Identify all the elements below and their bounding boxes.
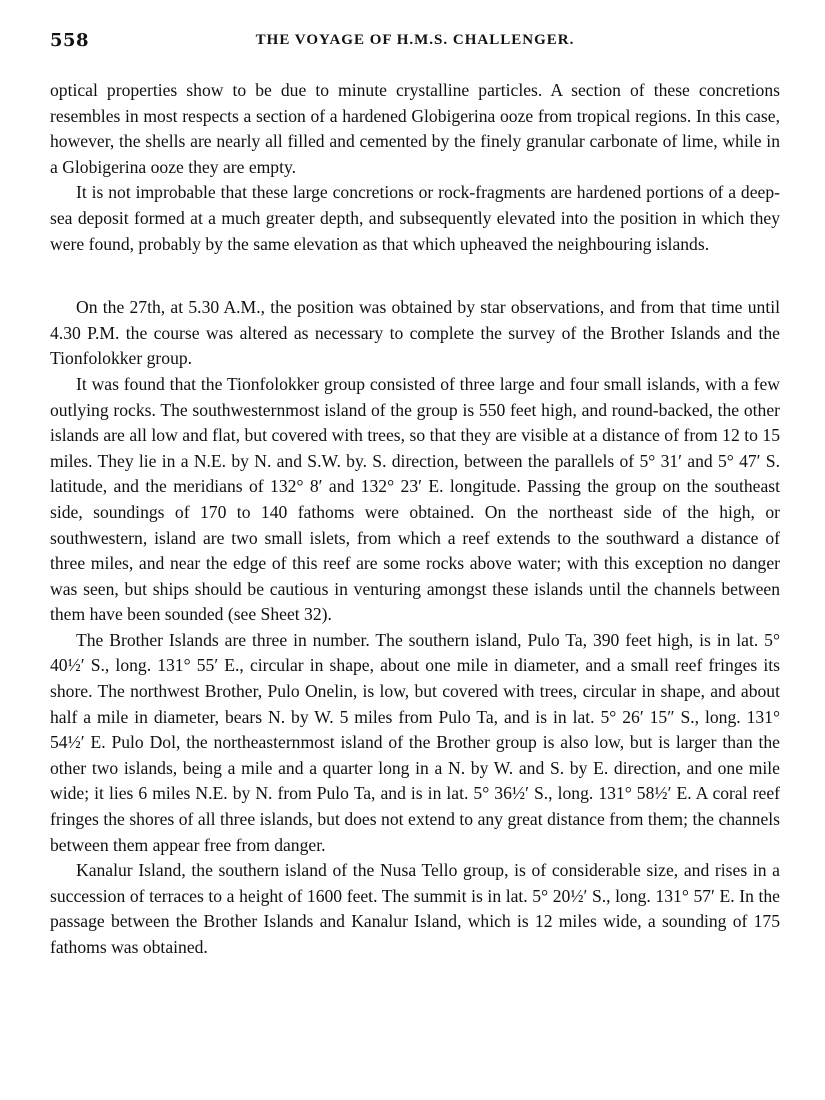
paragraph-brother-islands: The Brother Islands are three in number. The southern island, Pulo Ta, 390 feet high, is in lat. 5° 40½′ S., long. 131° 55′ E., circular in shape, about one mile in diameter, and a small reef fringes its shore. The northwest Brother, Pulo Onelin, is low, but covered with trees, circular in shape, and about half a mile in diameter, bears N. by W. 5 miles from Pulo Ta, and is in lat. 5° 26′ 15″ S., long. 131° 54½′ E. Pulo Dol, the northeasternmost island of the Brother group is also low, but is larger than the other two islands, being a mile and a quarter long in a N. by W. and S. by E. direction, and one mile wide; it lies 6 miles N.E. by N. from Pulo Ta, and is in lat. 5° 36½′ S., long. 131° 58½′ E. A coral reef fringes the shores of all three islands, but does not extend to any great distance from them; the channels between them appear free from danger.	[50, 629, 780, 855]
page-number: 558	[50, 30, 90, 51]
paragraph-kanalur-island: Kanalur Island, the southern island of the Nusa Tello group, is of considerable size, and rises in a succession of terraces to a height of 1600 feet. The summit is in lat. 5° 20½′ S., long. 131° 57′ E. In the passage between the Brother Islands and Kanalur Island, which is 12 miles wide, a sounding of 175 fathoms was obtained.	[50, 860, 780, 957]
paragraph-deep-sea-deposit: It is not improbable that these large concretions or rock-fragments are hardened portions of a deep-sea deposit formed at a much greater depth, and subsequently elevated into the position in which they were found, probably by the same elevation as that which upheaved the neighbouring islands.	[50, 182, 780, 254]
paragraph-concretions-continued: optical properties show to be due to minute crystalline particles. A section of these concretions resembles in most respects a section of a hardened Globigerina ooze from tropical regions. In this case, however, the shells are nearly all filled and cemented by the finely granular carbonate of lime, while in a Globigerina ooze they are empty.	[50, 80, 780, 177]
section-break	[50, 257, 780, 295]
paragraph-27th-observations: On the 27th, at 5.30 A.M., the position was obtained by star observations, and from that time until 4.30 P.M. the course was altered as necessary to complete the survey of the Brother Islands and the Tionfolokker group.	[50, 297, 780, 369]
running-title: THE VOYAGE OF H.M.S. CHALLENGER.	[255, 32, 575, 48]
body-text	[50, 78, 780, 961]
page-header	[50, 30, 780, 60]
paragraph-tionfolokker-group: It was found that the Tionfolokker group consisted of three large and four small islands, with a few outlying rocks. The southwesternmost island of the group is 550 feet high, and round-backed, the other islands are all low and flat, but covered with trees, so that they are visible at a distance of from 12 to 15 miles. They lie in a N.E. by N. and S.W. by. S. direction, between the parallels of 5° 31′ and 5° 47′ S. latitude, and the meridians of 132° 8′ and 132° 23′ E. longitude. Passing the group on the southeast side, soundings of 170 to 140 fathoms were obtained. On the northeast side of the high, or southwestern, island are two small islets, from which a reef extends to the southward a distance of three miles, and near the edge of this reef are some rocks above water; with this exception no danger was seen, but ships should be cautious in venturing amongst these islands until the channels between them have been sounded (see Sheet 32).	[50, 373, 780, 625]
